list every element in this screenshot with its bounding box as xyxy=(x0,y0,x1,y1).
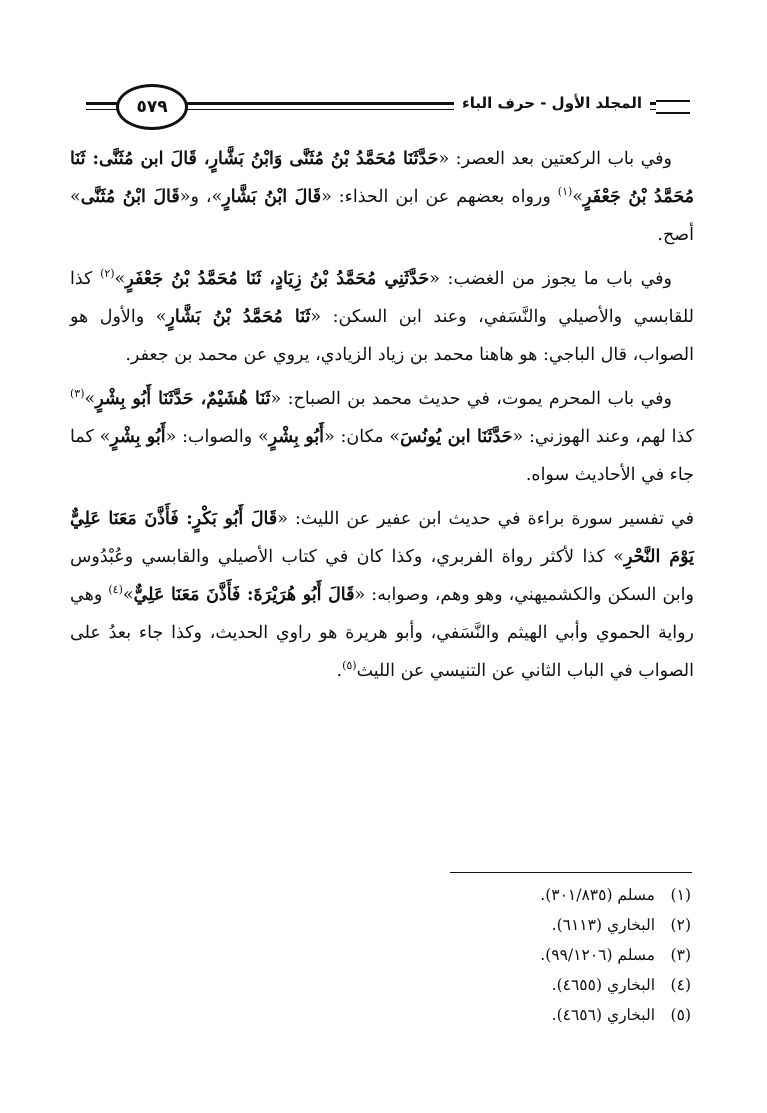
hadith-quote: ثَنَا مُحَمَّدُ بْنُ بَشَّارٍ xyxy=(166,307,311,327)
text-run: في تفسير سورة براءة في حديث ابن عفير عن الليث: « xyxy=(277,509,694,529)
text-run: » كما جاء في الأحاديث سواه. xyxy=(70,427,694,485)
hadith-quote: قَالَ ابْنُ بَشَّارٍ xyxy=(222,187,322,207)
text-run: » مكان: « xyxy=(323,427,401,447)
text-run: . xyxy=(336,661,343,681)
hadith-quote: حَدَّثَنِي مُحَمَّدُ بْنُ زِيَادٍ، ثَنَا مُحَمَّدُ بْنُ جَعْفَرٍ xyxy=(125,269,430,289)
page-header xyxy=(86,84,690,132)
paragraph xyxy=(70,260,694,374)
header-rule-end xyxy=(656,100,690,114)
footnote-number: (١) xyxy=(670,886,691,904)
hadith-quote: قَالَ أَبُو بَكْرٍ: فَأَذَّنَ مَعَنَا عَلِيٌّ يَوْمَ النَّحْرِ xyxy=(70,509,694,567)
footnote-ref: (٢) xyxy=(100,267,115,281)
text-run: وفي باب المحرم يموت، في حديث محمد بن الصباح: « xyxy=(270,389,672,409)
footnote-separator xyxy=(450,872,692,873)
footnote-number: (٤) xyxy=(670,976,691,994)
footnote-text: البخاري (٤٦٥٥). xyxy=(551,976,655,994)
footnotes xyxy=(391,880,691,1030)
page-number: ٥٧٩ xyxy=(116,84,188,130)
footnote-ref: (٥) xyxy=(342,659,357,673)
footnote-number: (٢) xyxy=(670,916,691,934)
text-run: كذا لهم، وعند الهوزني: « xyxy=(512,427,694,447)
text-run: وهي رواية الحموي وأبي الهيثم والنَّسَفي، وأبو هريرة هو راوي الحديث، وكذا جاء بعدُ على الصواب في الباب الثاني عن التنيسي عن الليث xyxy=(70,585,694,681)
text-run: » أصح. xyxy=(70,187,694,245)
hadith-quote: ثَنَا هُشَيْمٌ، حَدَّثَنَا أَبُو بِشْرٍ xyxy=(95,389,271,409)
footnote-text: مسلم (٩٩/١٢٠٦). xyxy=(540,946,655,964)
text-run: » xyxy=(572,187,584,207)
footnote xyxy=(391,880,691,910)
paragraph xyxy=(70,500,694,690)
hadith-quote: حَدَّثَنَا مُحَمَّدُ بْنُ مُثَنَّى وَابْنُ بَشَّارٍ، قَالَ ابن مُثَنَّى: ثَنَا مُحَمَّدُ بْنُ جَعْفَرٍ xyxy=(70,149,695,207)
footnote xyxy=(391,910,691,940)
running-head: المجلد الأول - حرف الباء xyxy=(454,94,650,112)
hadith-quote: قَالَ أَبُو هُرَيْرَةَ: فَأَذَّنَ مَعَنَا عَلِيٌّ xyxy=(133,585,355,605)
footnote-number: (٥) xyxy=(670,1006,691,1024)
main-text xyxy=(70,140,694,696)
footnote xyxy=(391,1000,691,1030)
footnote-text: البخاري (٤٦٥٦). xyxy=(551,1006,655,1024)
footnote-ref: (١) xyxy=(557,185,573,199)
text-run: »، و« xyxy=(179,187,223,207)
text-run: ورواه بعضهم عن ابن الحذاء: « xyxy=(321,187,558,207)
footnote-ref: (٣) xyxy=(70,387,85,401)
hadith-quote: قَالَ ابْنُ مُثَنَّى xyxy=(80,187,180,207)
footnote-number: (٣) xyxy=(670,946,691,964)
text-run: » والصواب: « xyxy=(165,427,269,447)
hadith-quote: أَبُو بِشْرٍ xyxy=(110,427,166,447)
text-run: وفي باب الركعتين بعد العصر: « xyxy=(438,149,672,169)
text-run: » xyxy=(84,389,96,409)
paragraph xyxy=(70,380,694,494)
text-run: وفي باب ما يجوز من الغضب: « xyxy=(429,269,672,289)
text-run: » xyxy=(114,269,126,289)
hadith-quote: أَبُو بِشْرٍ xyxy=(268,427,324,447)
text-run: » xyxy=(122,585,134,605)
text-run: كذا للقابسي والأصيلي والنَّسَفي، وعند ابن السكن: « xyxy=(70,269,694,327)
text-run: » كذا لأكثر رواة الفربري، وكذا كان في كتاب الأصيلي والقابسي وعُبْدُوس وابن السكن والكشميهني، وهو وهم، وصوابه: « xyxy=(70,547,694,605)
footnote xyxy=(391,940,691,970)
footnote-ref: (٤) xyxy=(108,583,123,597)
footnote-text: البخاري (٦١١٣). xyxy=(551,916,655,934)
text-run: » والأول هو الصواب، قال الباجي: هو هاهنا محمد بن زياد الزيادي، يروي عن محمد بن جعفر. xyxy=(70,307,694,365)
footnote xyxy=(391,970,691,1000)
hadith-quote: حَدَّثَنَا ابن يُونُسَ xyxy=(400,427,513,447)
paragraph xyxy=(70,140,694,254)
footnote-text: مسلم (٣٠١/٨٣٥). xyxy=(540,886,655,904)
